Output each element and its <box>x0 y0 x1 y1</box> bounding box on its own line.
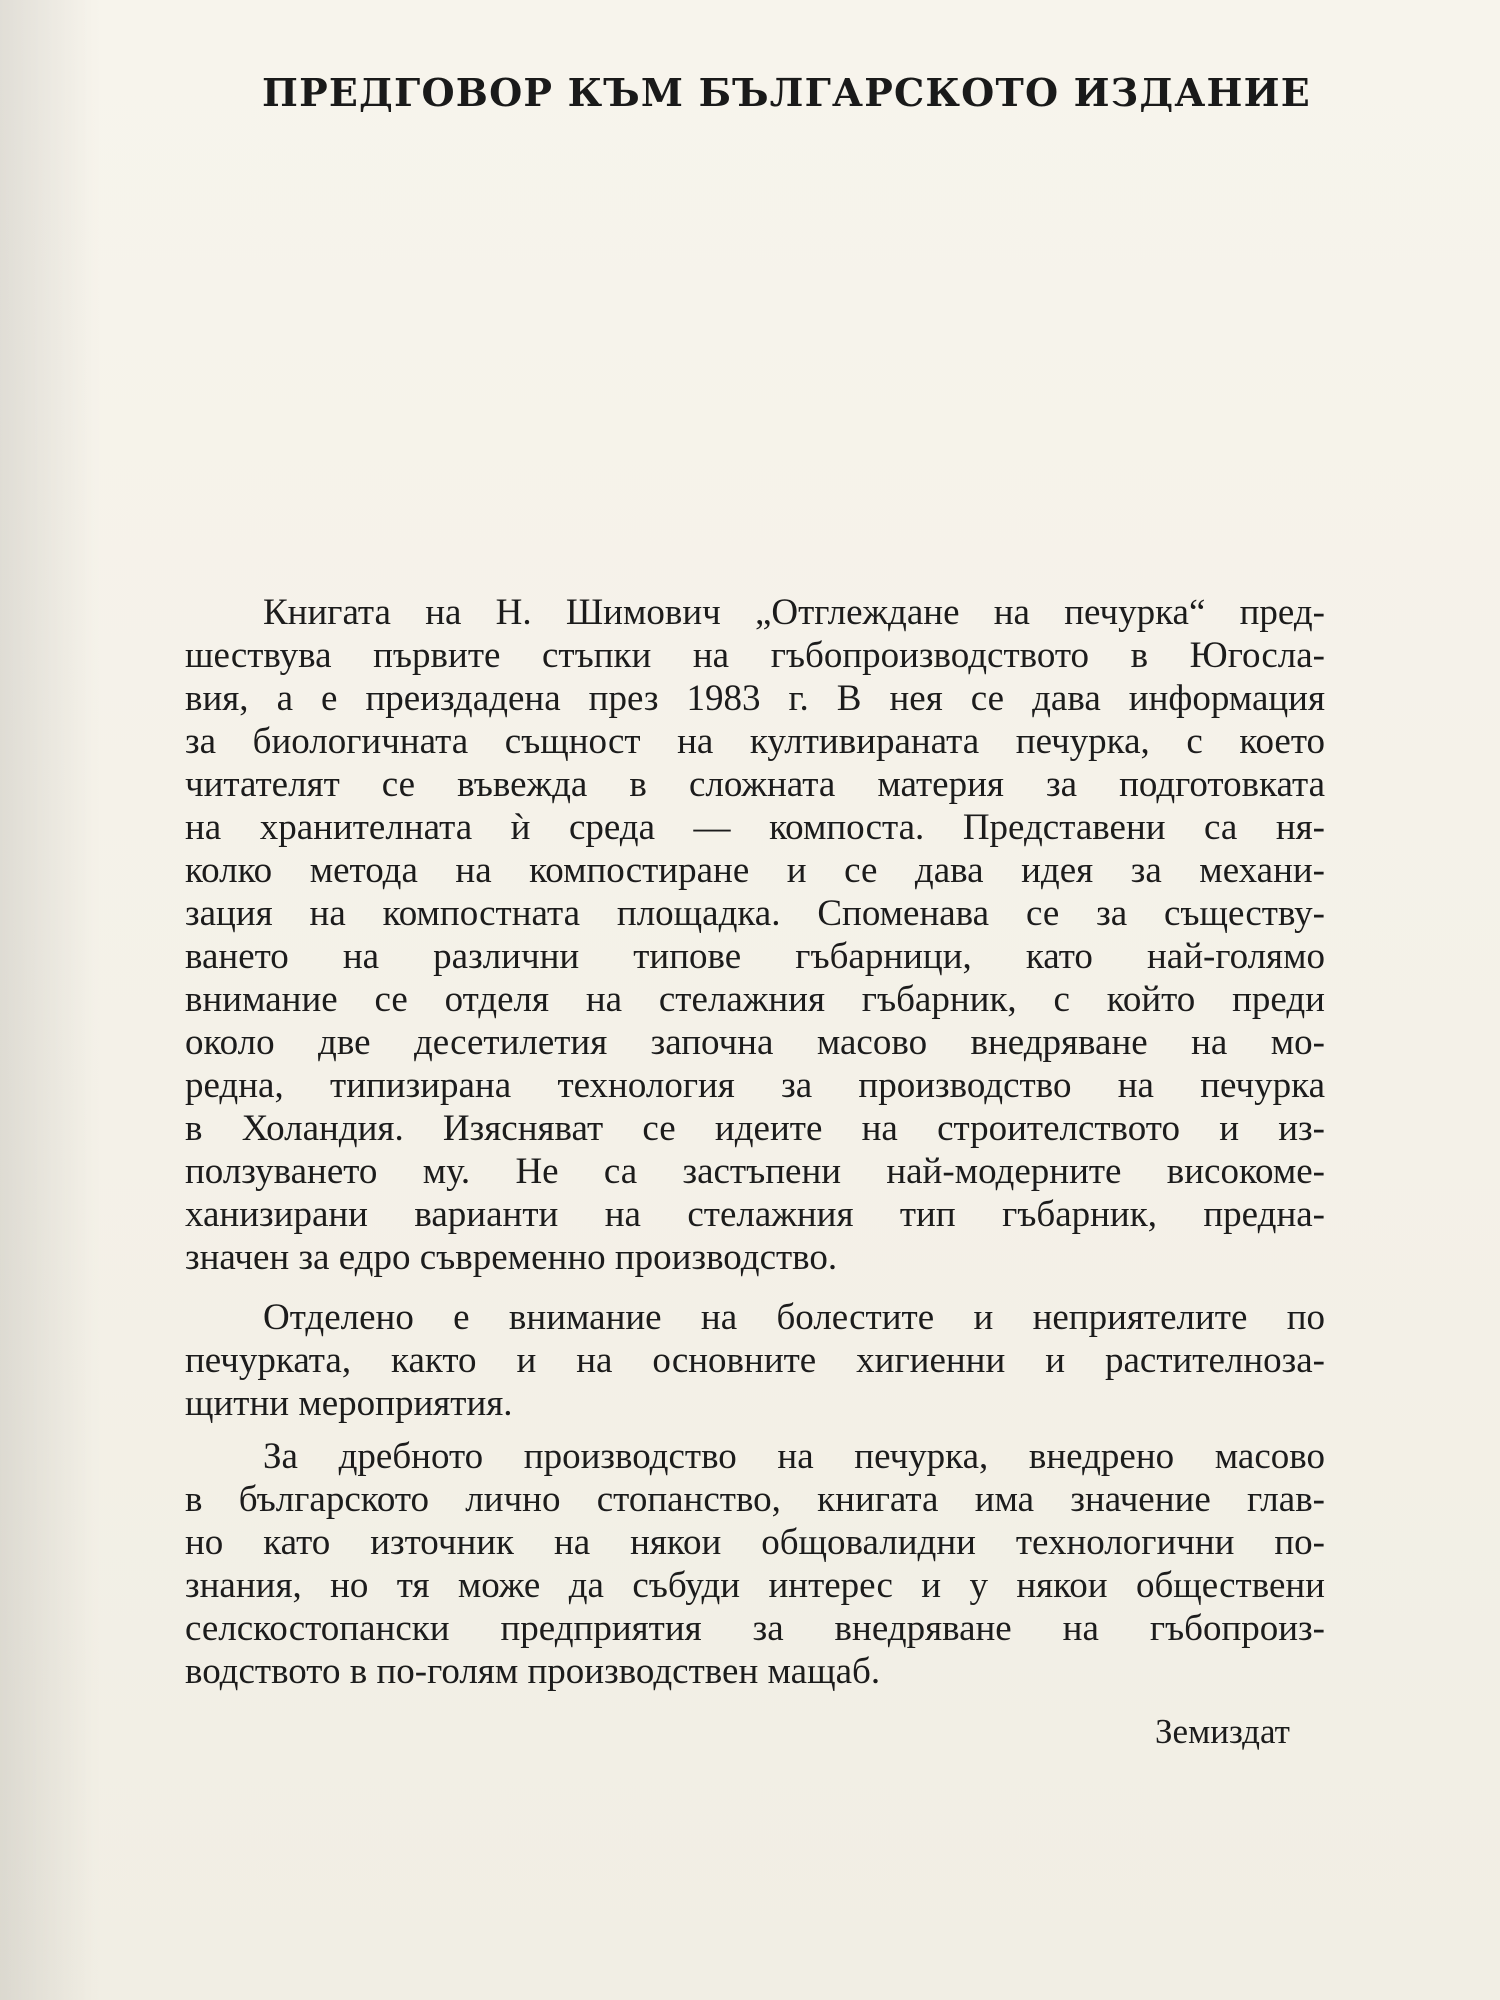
text-line: в българското лично стопанство, книгата има значение глав- <box>185 1479 1325 1520</box>
text-line: но като източник на някои общовалидни технологични по- <box>185 1522 1325 1563</box>
text-line: ползуването му. Не са застъпени най-модерните високоме- <box>185 1151 1325 1192</box>
text-line: селскостопански предприятия за внедряване на гъбопроиз- <box>185 1608 1325 1649</box>
text-line: Отделено е внимание на болестите и неприятелите по <box>263 1297 1325 1338</box>
text-line: За дребното производство на печурка, внедрено масово <box>263 1436 1325 1477</box>
text-line: колко метода на компостиране и се дава идея за механи- <box>185 850 1325 891</box>
text-line: значен за едро съвременно производство. <box>185 1237 838 1278</box>
text-line: печурката, както и на основните хигиенни и растителноза- <box>185 1340 1325 1381</box>
text-line: внимание се отделя на стелажния гъбарник, с който преди <box>185 979 1325 1020</box>
text-line: редна, типизирана технология за производство на печурка <box>185 1065 1325 1106</box>
text-line: в Холандия. Изясняват се идеите на строителството и из- <box>185 1108 1325 1149</box>
text-line: ханизирани варианти на стелажния тип гъбарник, предна- <box>185 1194 1325 1235</box>
text-line: шествува първите стъпки на гъбопроизводството в Югосла- <box>185 635 1325 676</box>
text-line: ването на различни типове гъбарници, като най-голямо <box>185 936 1325 977</box>
page-shadow <box>0 0 95 2000</box>
text-line: вия, а е преиздадена през 1983 г. В нея се дава информация <box>185 678 1325 719</box>
text-line: за биологичната същност на култивираната печурка, с което <box>185 721 1325 762</box>
text-line: щитни мероприятия. <box>185 1383 513 1424</box>
page-title: ПРЕДГОВОР КЪМ БЪЛГАРСКОТО ИЗДАНИЕ <box>262 70 1311 115</box>
text-line: водството в по-голям производствен мащаб. <box>185 1651 881 1692</box>
text-line: читателят се въвежда в сложната материя за подготовката <box>185 764 1325 805</box>
text-line: около две десетилетия започна масово внедряване на мо- <box>185 1022 1325 1063</box>
text-line: знания, но тя може да събуди интерес и у някои обществени <box>185 1565 1325 1606</box>
text-line: на хранителната ѝ среда — компоста. Представени са ня- <box>185 807 1325 848</box>
publisher-signature: Земиздат <box>1155 1712 1290 1751</box>
text-line: Книгата на Н. Шимович „Отглеждане на печурка“ пред- <box>263 592 1325 633</box>
text-line: зация на компостната площадка. Споменава се за съществу- <box>185 893 1325 934</box>
